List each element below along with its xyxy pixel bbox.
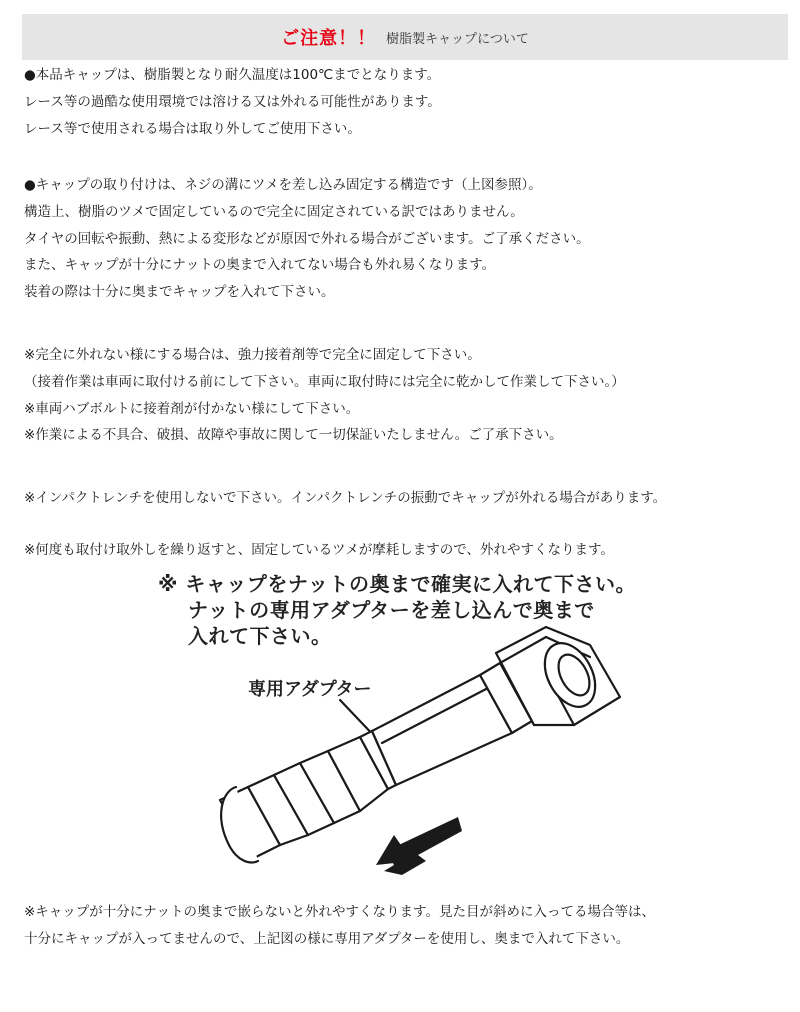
notice-header	[22, 14, 788, 60]
section3-line: （接着作業は車両に取付ける前にして下さい。車両に取付時には完全に乾かして作業して下さい。）	[24, 374, 625, 390]
section5-line: ※何度も取付け取外しを繰り返すと、固定しているツメが摩耗しますので、外れやすくなります。	[24, 542, 614, 558]
section4-line: ※インパクトレンチを使用しないで下さい。インパクトレンチの振動でキャップが外れる場合があります。	[24, 490, 667, 506]
section6-line: 十分にキャップが入ってませんので、上記図の様に専用アダプターを使用し、奥まで入れて下さい。	[24, 931, 630, 947]
section1-line: レース等の過酷な使用環境では溶ける又は外れる可能性があります。	[24, 94, 441, 110]
figure-note-line: 入れて下さい。	[188, 624, 332, 648]
adapter-label: 専用アダプター	[248, 679, 372, 700]
section3-line: ※完全に外れない様にする場合は、強力接着剤等で完全に固定して下さい。	[24, 347, 481, 363]
section3-line: ※車両ハブボルトに接着剤が付かない様にして下さい。	[24, 401, 360, 417]
section6-line: ※キャップが十分にナットの奥まで嵌らないと外れやすくなります。見た目が斜めに入ってる場合等は、	[24, 904, 655, 920]
header-subtitle: 樹脂製キャップについて	[386, 31, 529, 47]
section2-line: また、キャップが十分にナットの奥まで入れてない場合も外れ易くなります。	[24, 257, 496, 273]
figure-note-line: ナットの専用アダプターを差し込んで奥まで	[188, 598, 595, 622]
adapter-illustration	[150, 565, 650, 885]
section1-line: ●本品キャップは、樹脂製となり耐久温度は100℃までとなります。	[24, 67, 441, 83]
arrow-down-left-icon	[376, 817, 462, 875]
section2-line: 装着の際は十分に奥までキャップを入れて下さい。	[24, 284, 335, 300]
adapter-drawing	[150, 565, 650, 885]
warning-title: ご注意！！	[281, 28, 377, 49]
section2-line: タイヤの回転や振動、熱による変形などが原因で外れる場合がございます。ご了承ください。	[24, 231, 590, 247]
section2-line: 構造上、樹脂のツメで固定しているので完全に固定されている訳ではありません。	[24, 204, 524, 220]
section2-line: ●キャップの取り付けは、ネジの溝にツメを差し込み固定する構造です（上図参照）。	[24, 177, 542, 193]
section3-line: ※作業による不具合、破損、故障や事故に関して一切保証いたしません。ご了承下さい。	[24, 427, 563, 443]
section1-line: レース等で使用される場合は取り外してご使用下さい。	[24, 121, 361, 137]
figure-note-line: ※ キャップをナットの奥まで確実に入れて下さい。	[158, 572, 637, 596]
